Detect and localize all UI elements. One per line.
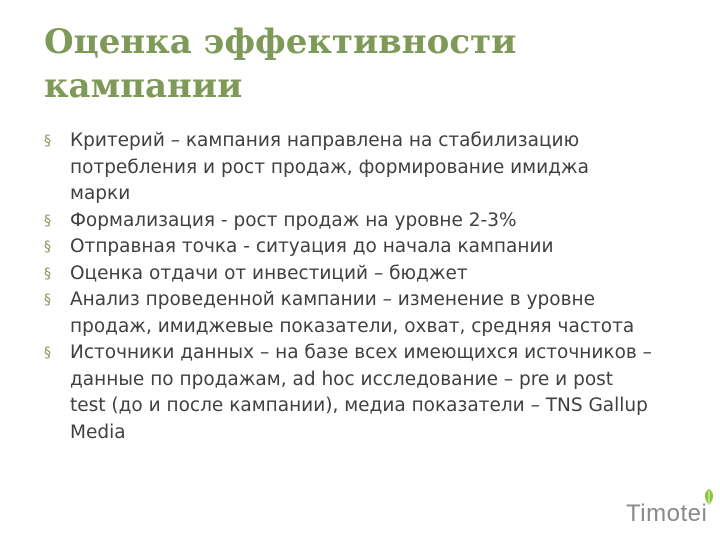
logo-text: Timotei — [626, 500, 708, 527]
leaf-icon — [702, 488, 716, 506]
bullet-item-starting-point — [44, 234, 694, 261]
bullet-marker-icon: § — [44, 292, 51, 308]
bullet-text-line: потребления и рост продаж, формирование имиджа — [70, 156, 589, 178]
bullet-marker-icon: § — [44, 133, 51, 149]
bullet-text-line: Оценка отдачи от инвестиций – бюджет — [70, 262, 468, 284]
bullet-item-analysis — [44, 287, 694, 340]
bullet-text-line: test (до и после кампании), медиа показатели – TNS Gallup — [70, 395, 648, 416]
slide-title — [44, 20, 684, 108]
slide-title-line: кампании — [44, 66, 243, 106]
bullet-text-line: Media — [70, 421, 126, 443]
timotei-logo — [620, 488, 716, 532]
bullet-marker-icon: § — [44, 345, 51, 361]
bullet-list — [44, 128, 694, 446]
bullet-item-criterion — [44, 128, 694, 208]
bullet-text-line: Формализация - рост продаж на уровне 2-3% — [70, 209, 517, 231]
bullet-item-roi — [44, 261, 694, 288]
bullet-text-line: Критерий – кампания направлена на стабилизацию — [70, 130, 580, 151]
bullet-text-line: марки — [70, 183, 131, 204]
bullet-text-line: продаж, имиджевые показатели, охват, средняя частота — [70, 315, 635, 337]
bullet-text-line: Отправная точка - ситуация до начала кампании — [70, 236, 554, 257]
bullet-text-line: данные по продажам, ad hoc исследование – pre и post — [70, 368, 614, 390]
bullet-text-line: Анализ проведенной кампании – изменение в уровне — [70, 289, 595, 310]
bullet-marker-icon: § — [44, 212, 51, 229]
bullet-marker-icon: § — [44, 239, 51, 255]
bullet-marker-icon: § — [44, 265, 51, 282]
bullet-text-line: Источники данных – на базе всех имеющихся источников – — [70, 342, 652, 363]
bullet-item-formalization — [44, 208, 694, 235]
bullet-item-data-sources — [44, 340, 694, 446]
slide-title-line: Оценка эффективности — [44, 22, 517, 62]
